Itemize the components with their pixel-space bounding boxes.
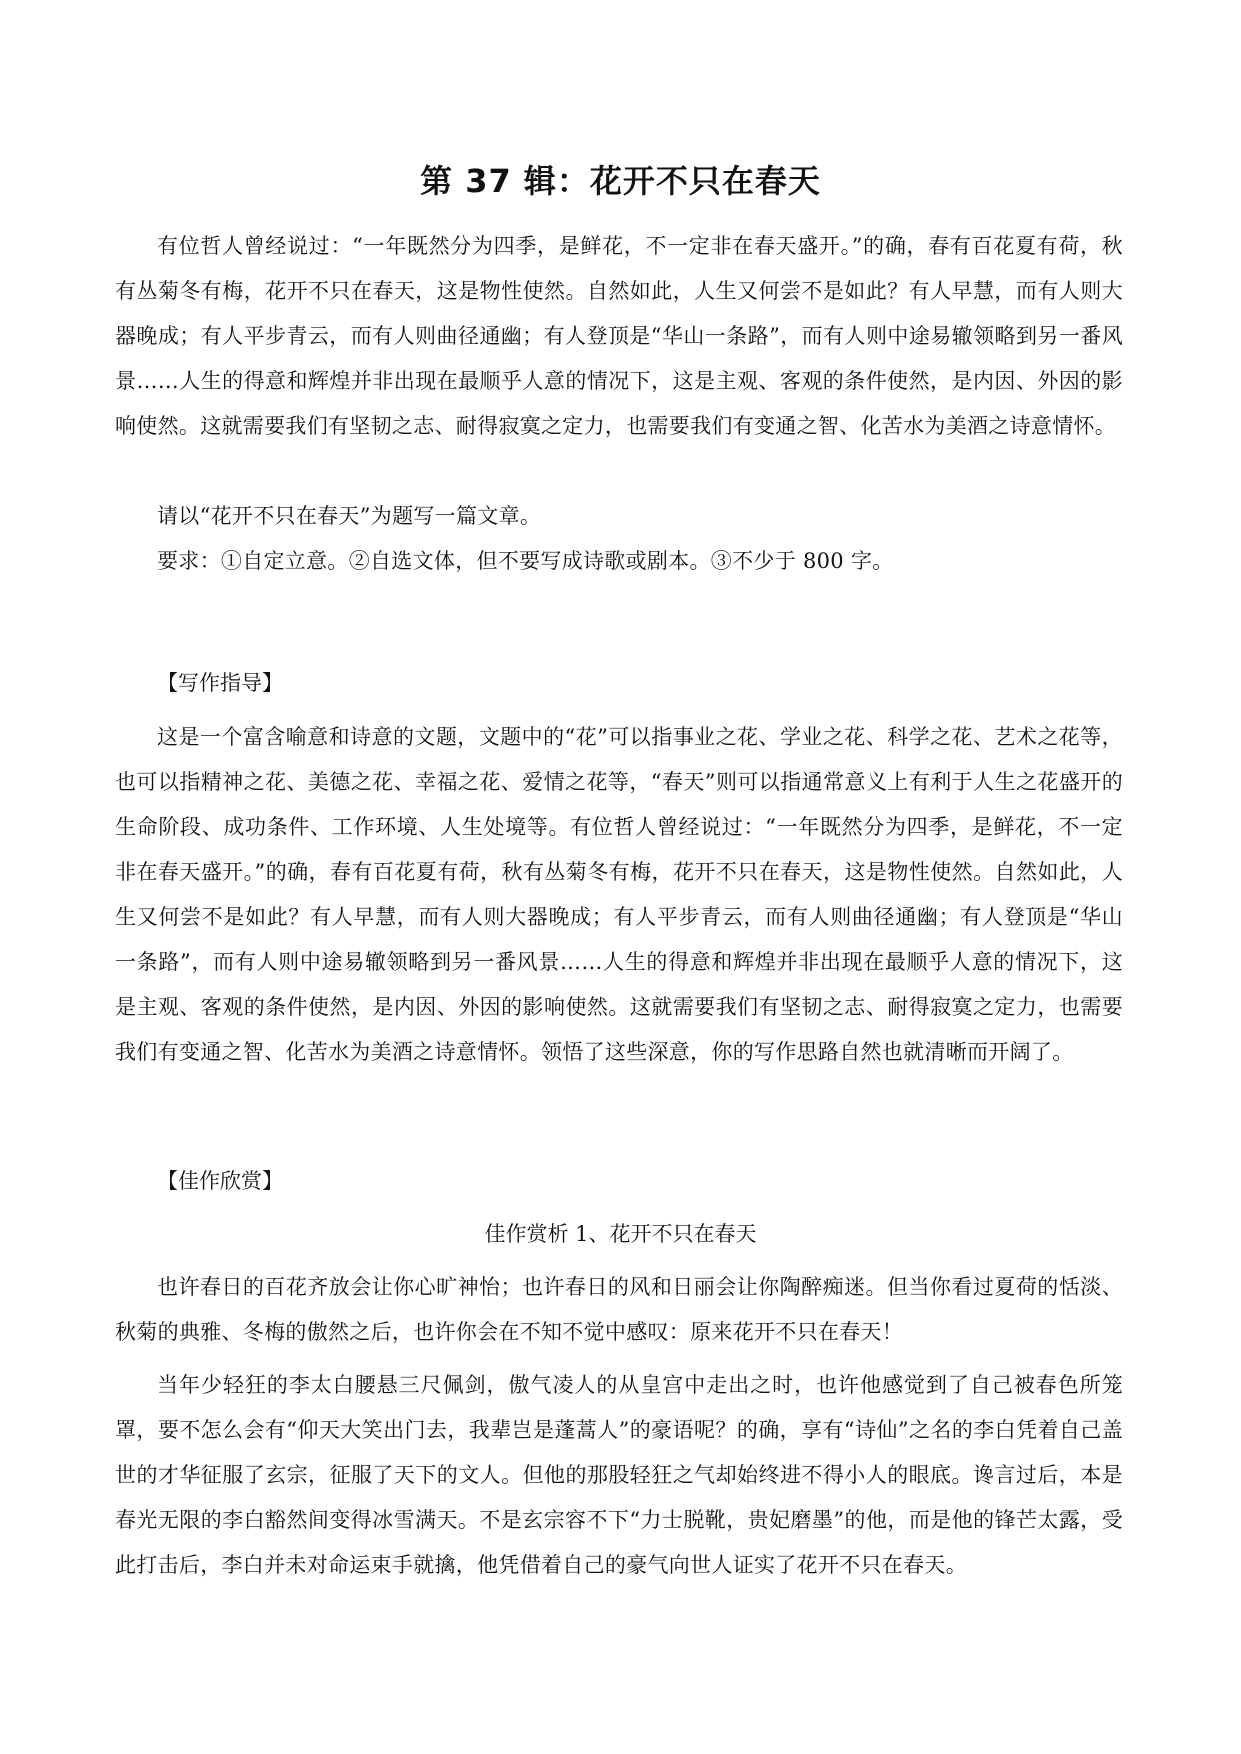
- guidance-paragraph: 这是一个富含喻意和诗意的文题，文题中的“花”可以指事业之花、学业之花、科学之花、艺术之花等，也可以指精神之花、美德之花、幸福之花、爱情之花等，“春天”则可以指通常意义上有利于人生之花盛开的生命阶段、成功条件、工作环境、人生处境等。有位哲人曾经说过：“一年既然分为四季，是鲜花，不一定非在春天盛开。”的确，春有百花夏有荷，秋有丛菊冬有梅，花开不只在春天，这是物性使然。自然如此，人生又何尝不是如此？有人早慧，而有人则大器晚成；有人平步青云，而有人则曲径通幽；有人登顶是“华山一条路”，而有人则中途易辙领略到另一番风景……人生的得意和辉煌并非出现在最顺乎人意的情况下，这是主观、客观的条件使然，是内因、外因的影响使然。这就需要我们有坚韧之志、耐得寂寞之定力，也需要我们有变通之智、化苦水为美酒之诗意情怀。领悟了这些深意，你的写作思路自然也就清晰而开阔了。: [115, 725, 1123, 1064]
- page-title: 第 37 辑：花开不只在春天: [420, 162, 821, 200]
- essay-paragraph-2: 当年少轻狂的李太白腰悬三尺佩剑，傲气凌人的从皇宫中走出之时，也许他感觉到了自己被春色所笼罩，要不怎么会有“仰天大笑出门去，我辈岂是蓬蒿人”的豪语呢？的确，享有“诗仙”之名的李白凭着自己盖世的才华征服了玄宗，征服了天下的文人。但他的那股轻狂之气却始终进不得小人的眼底。谗言过后，本是春光无限的李白豁然间变得冰雪满天。不是玄宗容不下“力士脱靴，贵妃磨墨”的他，而是他的锋芒太露，受此打击后，李白并未对命运束手就擒，他凭借着自己的豪气向世人证实了花开不只在春天。: [115, 1373, 1123, 1577]
- prompt-paragraph: 有位哲人曾经说过：“一年既然分为四季，是鲜花，不一定非在春天盛开。”的确，春有百花夏有荷，秋有丛菊冬有梅，花开不只在春天，这是物性使然。自然如此，人生又何尝不是如此？有人早慧，而有人则大器晚成；有人平步青云，而有人则曲径通幽；有人登顶是“华山一条路”，而有人则中途易辙领略到另一番风景……人生的得意和辉煌并非出现在最顺乎人意的情况下，这是主观、客观的条件使然，是内因、外因的影响使然。这就需要我们有坚韧之志、耐得寂寞之定力，也需要我们有变通之智、化苦水为美酒之诗意情怀。: [115, 234, 1123, 438]
- prompt-instruction: 请以“花开不只在春天”为题写一篇文章。: [157, 504, 542, 528]
- appreciation-label: 【佳作欣赏】: [157, 1169, 283, 1193]
- prompt-requirements: 要求：①自定立意。②自选文体，但不要写成诗歌或剧本。③不少于 800 字。: [157, 549, 894, 573]
- essay-title: 佳作赏析 1、花开不只在春天: [484, 1222, 757, 1246]
- guidance-label: 【写作指导】: [157, 671, 283, 695]
- essay-paragraph-1: 也许春日的百花齐放会让你心旷神怡；也许春日的风和日丽会让你陶醉痴迷。但当你看过夏荷的恬淡、秋菊的典雅、冬梅的傲然之后，也许你会在不知不觉中感叹：原来花开不只在春天！: [115, 1275, 1123, 1344]
